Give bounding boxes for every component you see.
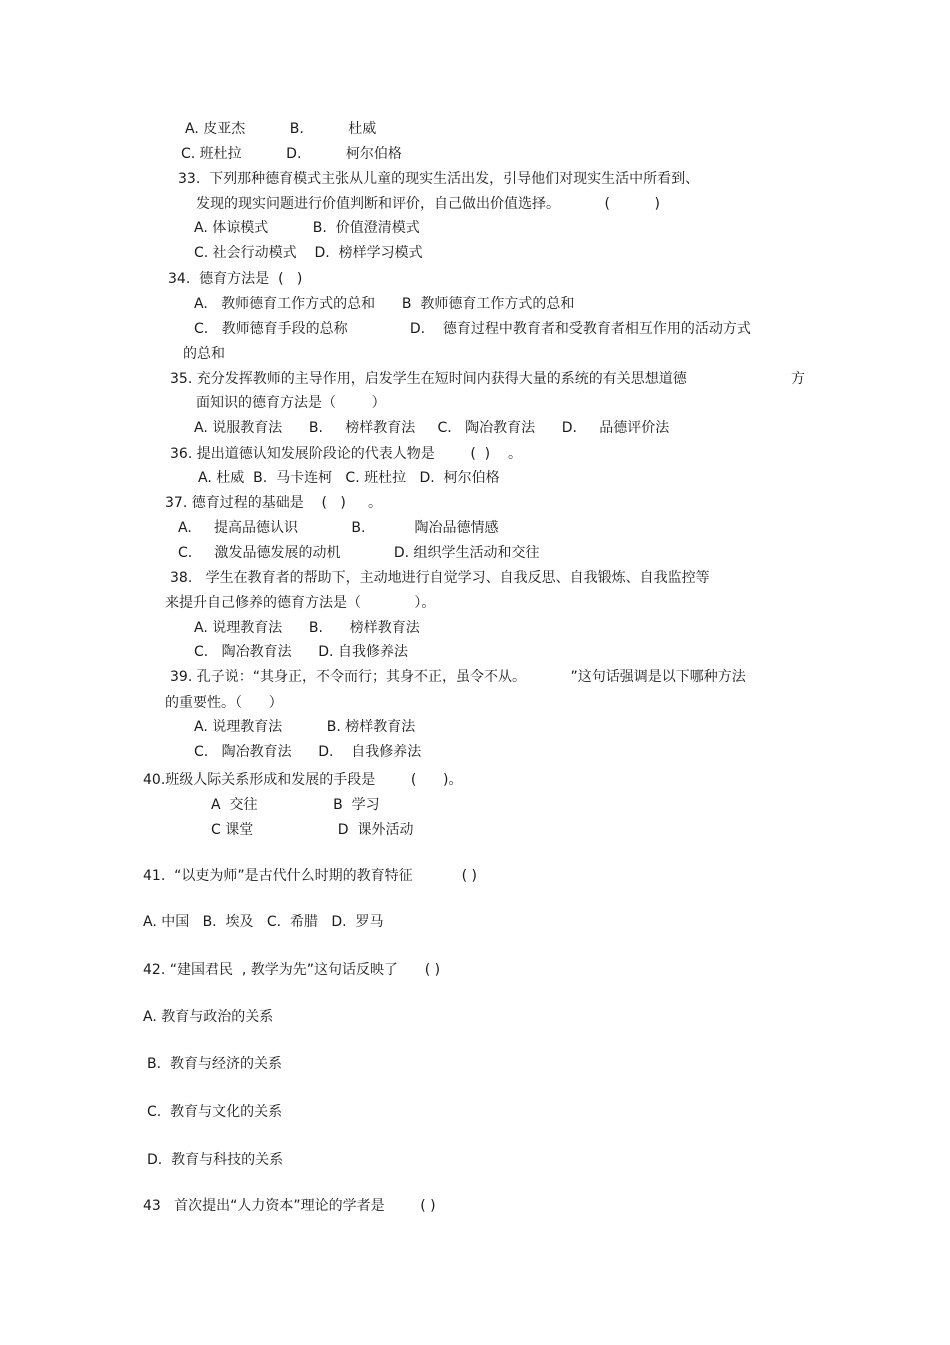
q32-options-cd: C. 班杜拉 D. 柯尔伯格 xyxy=(181,146,402,162)
q41-text: 41. “以吏为师”是古代什么时期的教育特征 ( ) xyxy=(143,868,477,884)
q38-text-line1: 38. 学生在教育者的帮助下，主动地进行自觉学习、自我反思、自我锻炼、自我监控等 xyxy=(170,570,710,586)
q42-option-c: C. 教育与文化的关系 xyxy=(147,1104,283,1120)
q42-option-b: B. 教育与经济的关系 xyxy=(147,1056,282,1072)
q39-text-line1: 39. 孔子说：“其身正，不令而行；其身不正，虽令不从。 ”这句话强调是以下哪种方法 xyxy=(170,669,746,685)
q38-text-line2: 来提升自己修养的德育方法是（ ）。 xyxy=(165,595,436,611)
q34-options-ab: A. 教师德育工作方式的总和 B 教师德育工作方式的总和 xyxy=(194,296,575,312)
q42-option-a: A. 教育与政治的关系 xyxy=(143,1009,274,1025)
q39-text-line2: 的重要性。（ ） xyxy=(165,695,283,711)
q34-options-cd-cont: 的总和 xyxy=(183,346,225,362)
q43-text: 43 首次提出“人力资本”理论的学者是 ( ) xyxy=(143,1198,436,1214)
q35-options: A. 说服教育法 B. 榜样教育法 C. 陶冶教育法 D. 品德评价法 xyxy=(194,420,670,436)
q35-text-line1-tail: 方 xyxy=(791,371,805,387)
q33-text-line2: 发现的现实问题进行价值判断和评价，自己做出价值选择。 ( ) xyxy=(196,196,660,212)
q40-options-ab: A 交往 B 学习 xyxy=(211,797,380,813)
q34-text: 34. 德育方法是 ( ) xyxy=(168,271,303,287)
q36-text: 36. 提出道德认知发展阶段论的代表人物是 ( ) 。 xyxy=(170,446,522,462)
q32-options-ab: A. 皮亚杰 B. 杜威 xyxy=(185,121,377,137)
q37-text: 37. 德育过程的基础是 ( ) 。 xyxy=(165,495,383,511)
q41-options: A. 中国 B. 埃及 C. 希腊 D. 罗马 xyxy=(143,914,384,930)
q33-options-ab: A. 体谅模式 B. 价值澄清模式 xyxy=(194,220,420,236)
q35-text-line2: 面知识的德育方法是（ ） xyxy=(196,395,386,411)
q34-options-cd: C. 教师德育手段的总称 D. 德育过程中教育者和受教育者相互作用的活动方式 xyxy=(194,321,751,337)
q39-options-cd: C. 陶冶教育法 D. 自我修养法 xyxy=(194,744,422,760)
q35-text-line1: 35. 充分发挥教师的主导作用，启发学生在短时间内获得大量的系统的有关思想道德 xyxy=(170,371,687,387)
q38-options-cd: C. 陶冶教育法 D. 自我修养法 xyxy=(194,644,408,660)
q40-text: 40.班级人际关系形成和发展的手段是 ( )。 xyxy=(143,772,463,788)
q36-options: A. 杜威 B. 马卡连柯 C. 班杜拉 D. 柯尔伯格 xyxy=(198,470,500,486)
q33-options-cd: C. 社会行动模式 D. 榜样学习模式 xyxy=(194,245,423,261)
q37-options-cd: C. 激发品德发展的动机 D. 组织学生活动和交往 xyxy=(178,545,540,561)
q38-options-ab: A. 说理教育法 B. 榜样教育法 xyxy=(194,620,420,636)
q40-options-cd: C 课堂 D 课外活动 xyxy=(211,822,414,838)
q33-text-line1: 33. 下列那种德育模式主张从儿童的现实生活出发，引导他们对现实生活中所看到、 xyxy=(178,171,700,187)
q42-text: 42. “建国君民 , 教学为先”这句话反映了 ( ) xyxy=(143,962,441,978)
q39-options-ab: A. 说理教育法 B. 榜样教育法 xyxy=(194,719,416,735)
q42-option-d: D. 教育与科技的关系 xyxy=(147,1152,284,1168)
q37-options-ab: A. 提高品德认识 B. 陶冶品德情感 xyxy=(178,520,499,536)
